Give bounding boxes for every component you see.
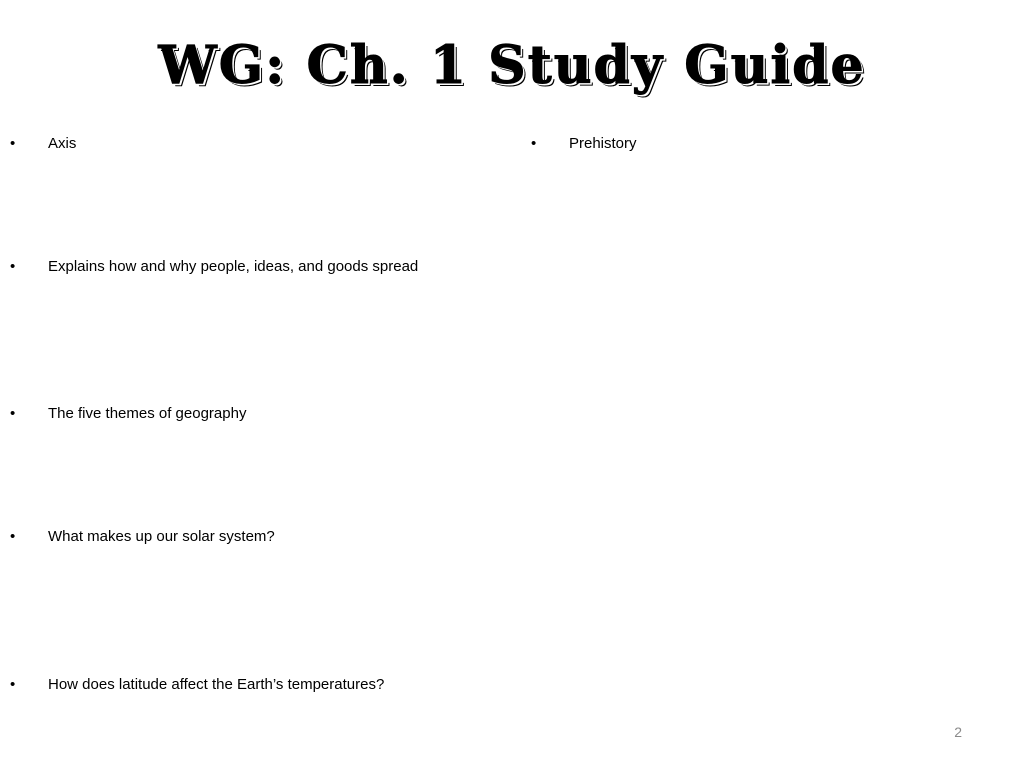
bullet-text: Explains how and why people, ideas, and goods spread xyxy=(48,258,419,275)
page-number: 2 xyxy=(954,724,962,740)
bullet-text: The five themes of geography xyxy=(48,405,247,422)
bullet-icon: • xyxy=(531,135,537,152)
slide-title: WG: Ch. 1 Study Guide xyxy=(158,35,866,96)
bullet-text: What makes up our solar system? xyxy=(48,528,275,545)
bullet-text: How does latitude affect the Earth’s temperatures? xyxy=(48,676,385,693)
bullet-icon: • xyxy=(10,135,16,152)
bullet-text: Axis xyxy=(48,135,77,152)
bullet-icon: • xyxy=(10,528,16,545)
bullet-text: Prehistory xyxy=(569,135,637,152)
bullet-icon: • xyxy=(10,676,16,693)
bullet-icon: • xyxy=(10,258,16,275)
bullet-icon: • xyxy=(10,405,16,422)
